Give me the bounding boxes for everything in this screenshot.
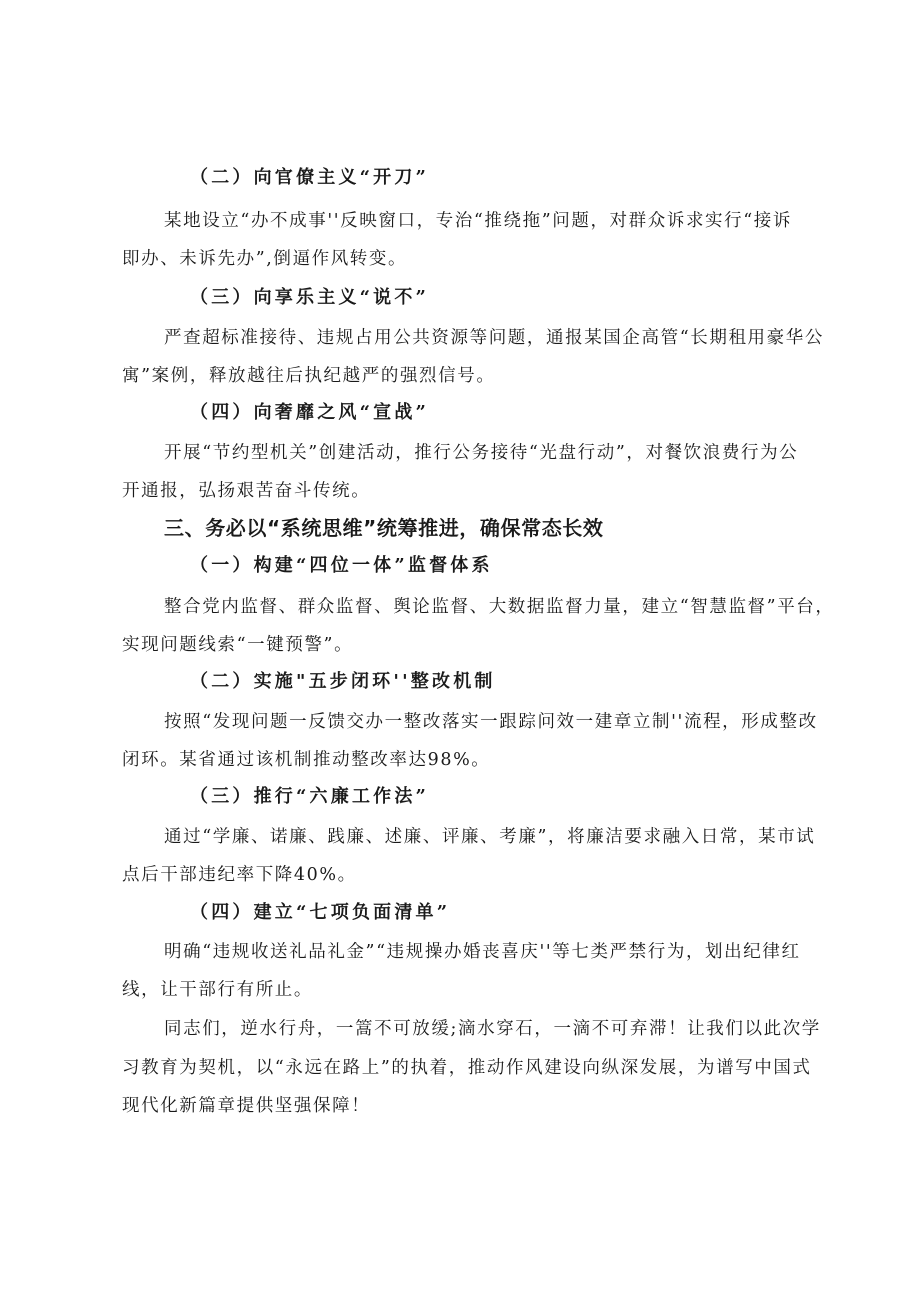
- paragraph-line: 严查超标准接待、违规占用公共资源等问题，通报某国企高管“长期租用豪华公: [164, 328, 824, 348]
- part-three-title: 三、务必以“系统思维”统筹推进，确保常态长效: [164, 516, 604, 540]
- closing-line: 现代化新篇章提供坚强保障！: [122, 1096, 371, 1116]
- closing-line: 习教育为契机，以“永远在路上”的执着，推动作风建设向纵深发展，为谱写中国式: [122, 1058, 812, 1078]
- paragraph-line: 整合党内监督、群众监督、舆论监督、大数据监督力量，建立“智慧监督”平台，: [164, 597, 835, 617]
- paragraph-line: 闭环。某省通过该机制推动整改率达98%。: [122, 750, 491, 770]
- paragraph-line: 开通报，弘扬艰苦奋斗传统。: [122, 481, 371, 501]
- subsection-heading: （三）推行“六廉工作法”: [190, 786, 430, 807]
- paragraph-line: 开展“节约型机关”创建活动，推行公务接待“光盘行动”，对餐饮浪费行为公: [164, 443, 799, 463]
- subsection-heading: （一）构建“四位一体”监督体系: [190, 555, 493, 576]
- closing-line: 同志们，逆水行舟，一篙不可放缓;滴水穿石，一滴不可弃滞！让我们以此次学: [164, 1019, 821, 1039]
- paragraph-line: 点后干部违纪率下降40%。: [122, 865, 357, 885]
- section-heading-bureaucratism: （二）向官僚主义“开刀”: [190, 167, 430, 188]
- paragraph-line: 线，让干部行有所止。: [122, 980, 313, 1000]
- paragraph-line: 按照“发现问题一反馈交办一整改落实一跟踪问效一建章立制''流程，形成整改: [164, 712, 818, 732]
- paragraph-line: 实现问题线索“一键预警”。: [122, 635, 354, 655]
- section-heading-extravagance: （四）向奢靡之风“宣战”: [190, 402, 430, 423]
- paragraph-line: 通过“学廉、诺廉、践廉、述廉、评廉、考廉”，将廉洁要求融入日常，某市试: [164, 827, 816, 847]
- section-heading-hedonism: （三）向享乐主义“说不”: [190, 287, 430, 308]
- paragraph-line: 明确“违规收送礼品礼金”“违规操办婚丧喜庆''等七类严禁行为，划出纪律红: [164, 942, 801, 962]
- paragraph-line: 寓”案例，释放越往后执纪越严的强烈信号。: [122, 366, 496, 386]
- subsection-heading: （二）实施"五步闭环''整改机制: [190, 671, 496, 692]
- paragraph-line: 即办、未诉先办”,倒逼作风转变。: [122, 249, 408, 269]
- paragraph-line: 某地设立“办不成事''反映窗口，专治“推绕拖”问题，对群众诉求实行“接诉: [164, 211, 793, 231]
- subsection-heading: （四）建立“七项负面清单”: [190, 902, 451, 923]
